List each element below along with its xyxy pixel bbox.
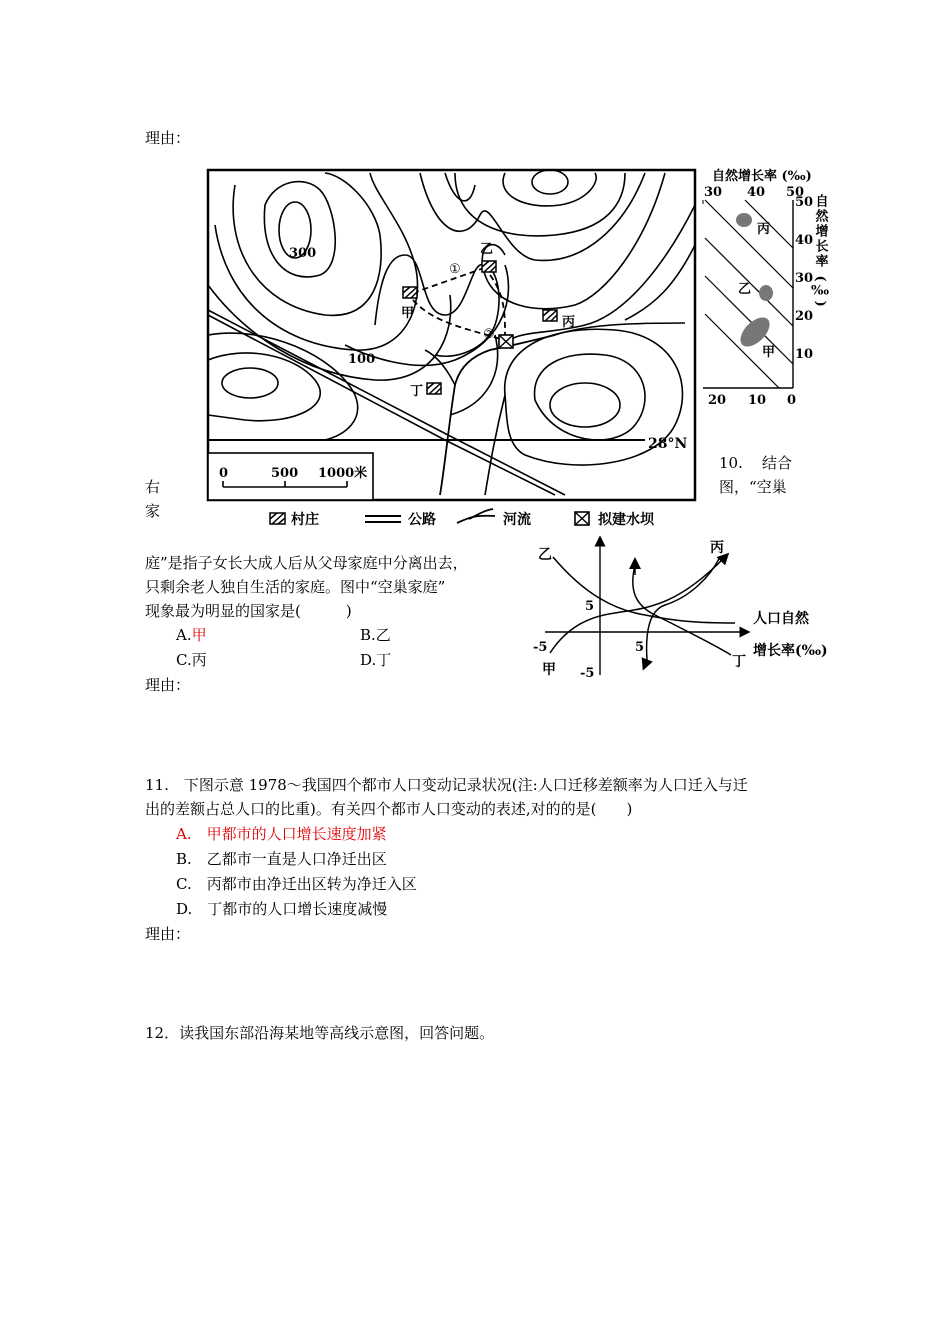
q10-option-b: B.乙 xyxy=(360,626,391,644)
tri-point-bing xyxy=(736,213,752,227)
contour-label-100: 100 xyxy=(348,352,376,367)
curve-tick-y5: 5 xyxy=(585,599,595,614)
scale-0: 0 xyxy=(219,466,229,481)
contour-map xyxy=(205,165,700,530)
q10-option-c: C.丙 xyxy=(176,651,207,669)
q10-left-b: 家 xyxy=(145,502,161,520)
svg-text:丁: 丁 xyxy=(410,384,424,399)
q11-option-c: C. 丙都市由净迁出区转为净迁入区 xyxy=(176,875,417,893)
tri-bottom-tick: 0 xyxy=(787,393,797,408)
svg-text:拟建水坝: 拟建水坝 xyxy=(598,512,654,528)
curve-axis-title-2: 增长率(‰) xyxy=(753,643,828,659)
curve-label-jia: 甲 xyxy=(542,662,556,678)
village-ding xyxy=(410,383,441,399)
tri-top-tick: 40 xyxy=(747,185,766,200)
curve-label-ding: 丁 xyxy=(732,654,746,670)
curve-tick-x5: 5 xyxy=(635,640,645,655)
dam-site xyxy=(499,335,513,348)
route-label-2: ② xyxy=(483,327,495,342)
svg-text:河流: 河流 xyxy=(503,512,531,528)
latitude-label: 28°N xyxy=(648,436,688,452)
svg-text:丙: 丙 xyxy=(562,315,576,330)
curve-label-bing: 丙 xyxy=(710,540,724,556)
tri-right-title: 自然增长率 (‰) xyxy=(812,194,828,309)
svg-text:甲: 甲 xyxy=(401,306,415,321)
q11-line1: 11. 下图示意 1978～我国四个都市人口变动记录状况(注:人口迁移差额率为人口迁入与迁 xyxy=(145,776,748,794)
q10-left-a: 右 xyxy=(145,478,161,496)
tri-right-tick: 10 xyxy=(795,347,814,362)
svg-text:公路: 公路 xyxy=(408,512,436,528)
q12-line1: 12．读我国东部沿海某地等高线示意图，回答问题。 xyxy=(145,1024,495,1042)
village-bing xyxy=(543,310,575,330)
q11-option-a: A. 甲都市的人口增长速度加紧 xyxy=(176,825,387,843)
curve-tick-xn5: -5 xyxy=(533,640,548,655)
q10-option-a-prefix: A. xyxy=(176,626,192,644)
reason-label-q10: 理由： xyxy=(145,676,191,694)
tri-right-tick: 20 xyxy=(795,309,814,324)
scale-1000: 1000米 xyxy=(318,466,368,481)
map-legend xyxy=(270,509,655,528)
tri-top-tick: 50 xyxy=(786,185,805,200)
q10-option-d: D.丁 xyxy=(360,651,392,669)
q10-text-b: 图，“空巢 xyxy=(719,478,787,496)
triangular-chart xyxy=(700,160,840,410)
tri-point-yi xyxy=(759,285,773,301)
curve-label-yi: 乙 xyxy=(538,547,552,563)
reason-label-q11: 理由： xyxy=(145,925,191,943)
reason-label-top: 理由： xyxy=(145,129,191,147)
curve-axis-title-1: 人口自然 xyxy=(753,611,809,627)
tri-right-tick: 50 xyxy=(795,195,814,210)
q11-option-d: D. 丁都市的人口增长速度减慢 xyxy=(176,900,388,918)
q10-text-a: 结合 xyxy=(762,454,793,472)
curve-chart xyxy=(525,535,845,685)
q10-number: 10. xyxy=(719,454,743,472)
tri-label-bing: 丙 xyxy=(757,222,771,237)
tri-right-tick: 30 xyxy=(795,271,814,286)
q10-line1: 庭”是指子女长大成人后从父母家庭中分离出去， xyxy=(145,554,468,572)
tri-label-yi: 乙 xyxy=(738,282,752,297)
q11-line2: 出的差额占总人口的比重)。有关四个都市人口变动的表述,对的的是( ) xyxy=(145,800,633,818)
svg-text:村庄: 村庄 xyxy=(291,512,319,528)
route-label-1: ① xyxy=(449,262,461,277)
scale-500: 500 xyxy=(271,466,299,481)
tri-top-tick: 30 xyxy=(704,185,723,200)
q10-option-a-answer: 甲 xyxy=(191,626,207,644)
contour-label-300: 300 xyxy=(289,246,317,261)
svg-text:乙: 乙 xyxy=(480,242,494,257)
curve-tick-yn5: -5 xyxy=(580,666,595,681)
q10-line2: 只剩余老人独自生活的家庭。图中“空巢家庭” xyxy=(145,578,446,596)
tri-top-title: 自然增长率 (‰) xyxy=(712,169,812,184)
q10-option-a xyxy=(176,623,207,647)
tri-bottom-tick: 10 xyxy=(748,393,767,408)
q10-line3: 现象最为明显的国家是( ) xyxy=(145,602,352,620)
tri-label-jia: 甲 xyxy=(762,345,776,360)
tri-bottom-tick: 20 xyxy=(708,393,727,408)
tri-right-tick: 40 xyxy=(795,233,814,248)
q11-option-b: B. 乙都市一直是人口净迁出区 xyxy=(176,850,387,868)
